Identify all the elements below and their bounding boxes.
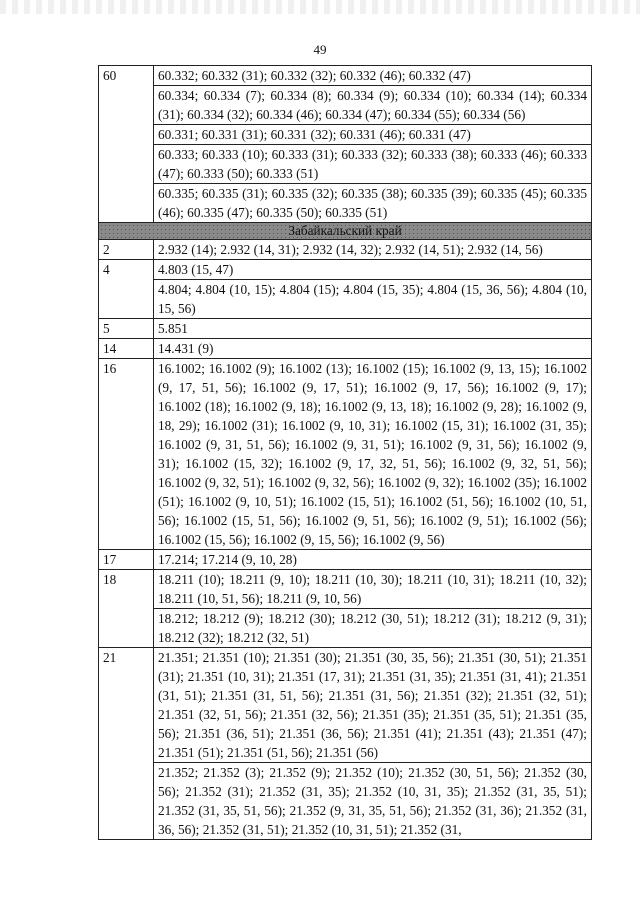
row-number: 2 [99, 240, 154, 260]
row-number: 18 [99, 570, 154, 648]
table-row [99, 280, 592, 319]
table-cell: 17.214; 17.214 (9, 10, 28) [154, 550, 592, 570]
row-number: 4 [99, 260, 154, 319]
table-cell: 16.1002; 16.1002 (9); 16.1002 (13); 16.1002 (15); 16.1002 (9, 13, 15); 16.1002 (9, 17, 51, 56); 16.1002 (9, 17, 51); 16.1002 (9, 17, 56); 16.1002 (9, 17); 16.1002 (18); 16.1002 (9, 18); 16.1002 (9, 13, 18); 16.1002 (9, 28); 16.1002 (9, 18, 29); 16.1002 (31); 16.1002 (9, 10, 31); 16.1002 (15, 31); 16.1002 (31, 35); 16.1002 (9, 31, 51, 56); 16.1002 (9, 31, 51); 16.1002 (9, 31, 56); 16.1002 (9, 31); 16.1002 (15, 32); 16.1002 (9, 17, 32, 51, 56); 16.1002 (9, 32, 51, 56); 16.1002 (9, 32, 51); 16.1002 (9, 32, 56); 16.1002 (9, 32); 16.1002 (35); 16.1002 (51); 16.1002 (9, 10, 51); 16.1002 (15, 51); 16.1002 (51, 56); 16.1002 (10, 51, 56); 16.1002 (15, 51, 56); 16.1002 (9, 51, 56); 16.1002 (9, 51); 16.1002 (56); 16.1002 (15, 56); 16.1002 (9, 15, 56); 16.1002 (9, 56) [154, 359, 592, 550]
table-row [99, 648, 592, 763]
table-cell: 21.352; 21.352 (3); 21.352 (9); 21.352 (10); 21.352 (30, 51, 56); 21.352 (30, 56); 21.352 (31); 21.352 (31, 35); 21.352 (10, 31, 35); 21.352 (31, 35, 51); 21.352 (31, 35, 51, 56); 21.352 (9, 31, 35, 51, 56); 21.352 (31, 36); 21.352 (31, 36, 56); 21.352 (31, 51); 21.352 (10, 31, 51); 21.352 (31, [154, 763, 592, 840]
table-row [99, 240, 592, 260]
table-cell: 60.334; 60.334 (7); 60.334 (8); 60.334 (9); 60.334 (10); 60.334 (14); 60.334 (31); 60.334 (32); 60.334 (46); 60.334 (47); 60.334 (55); 60.334 (56) [154, 86, 592, 125]
table-row [99, 184, 592, 223]
table-cell: 5.851 [154, 319, 592, 339]
table-cell: 18.211 (10); 18.211 (9, 10); 18.211 (10, 30); 18.211 (10, 31); 18.211 (10, 32); 18.211 (10, 51, 56); 18.211 (9, 10, 56) [154, 570, 592, 609]
table-cell: 4.803 (15, 47) [154, 260, 592, 280]
table-cell: 60.331; 60.331 (31); 60.331 (32); 60.331 (46); 60.331 (47) [154, 125, 592, 145]
region-title: Забайкальский край [99, 223, 592, 240]
table-row [99, 570, 592, 609]
table-cell: 60.335; 60.335 (31); 60.335 (32); 60.335 (38); 60.335 (39); 60.335 (45); 60.335 (46); 60.335 (47); 60.335 (50); 60.335 (51) [154, 184, 592, 223]
table-row [99, 66, 592, 86]
table-cell: 21.351; 21.351 (10); 21.351 (30); 21.351 (30, 35, 56); 21.351 (30, 51); 21.351 (31); 21.351 (10, 31); 21.351 (17, 31); 21.351 (31, 35); 21.351 (31, 41); 21.351 (31, 51); 21.351 (31, 51, 56); 21.351 (31, 56); 21.351 (32); 21.351 (32, 51); 21.351 (32, 51, 56); 21.351 (32, 56); 21.351 (35); 21.351 (35, 51); 21.351 (35, 56); 21.351 (36, 51); 21.351 (36, 56); 21.351 (41); 21.351 (43); 21.351 (47); 21.351 (51); 21.351 (51, 56); 21.351 (56) [154, 648, 592, 763]
row-number: 60 [99, 66, 154, 223]
table-row [99, 319, 592, 339]
row-number: 14 [99, 339, 154, 359]
region-header-row [99, 223, 592, 240]
table-cell: 2.932 (14); 2.932 (14, 31); 2.932 (14, 32); 2.932 (14, 51); 2.932 (14, 56) [154, 240, 592, 260]
document-table [98, 65, 592, 840]
table-cell: 4.804; 4.804 (10, 15); 4.804 (15); 4.804 (15, 35); 4.804 (15, 36, 56); 4.804 (10, 15, 56) [154, 280, 592, 319]
table-cell: 60.332; 60.332 (31); 60.332 (32); 60.332 (46); 60.332 (47) [154, 66, 592, 86]
table-cell: 60.333; 60.333 (10); 60.333 (31); 60.333 (32); 60.333 (38); 60.333 (46); 60.333 (47); 60.333 (50); 60.333 (51) [154, 145, 592, 184]
table-row [99, 550, 592, 570]
row-number: 21 [99, 648, 154, 840]
table-row [99, 145, 592, 184]
table-cell: 14.431 (9) [154, 339, 592, 359]
row-number: 17 [99, 550, 154, 570]
row-number: 5 [99, 319, 154, 339]
table-row [99, 86, 592, 125]
scan-edge [0, 0, 640, 14]
table-row [99, 609, 592, 648]
table-row [99, 125, 592, 145]
table-row [99, 359, 592, 550]
table-row [99, 339, 592, 359]
table-row [99, 260, 592, 280]
table-row [99, 763, 592, 840]
page-number: 49 [313, 42, 327, 57]
row-number: 16 [99, 359, 154, 550]
table-cell: 18.212; 18.212 (9); 18.212 (30); 18.212 (30, 51); 18.212 (31); 18.212 (9, 31); 18.212 (32); 18.212 (32, 51) [154, 609, 592, 648]
